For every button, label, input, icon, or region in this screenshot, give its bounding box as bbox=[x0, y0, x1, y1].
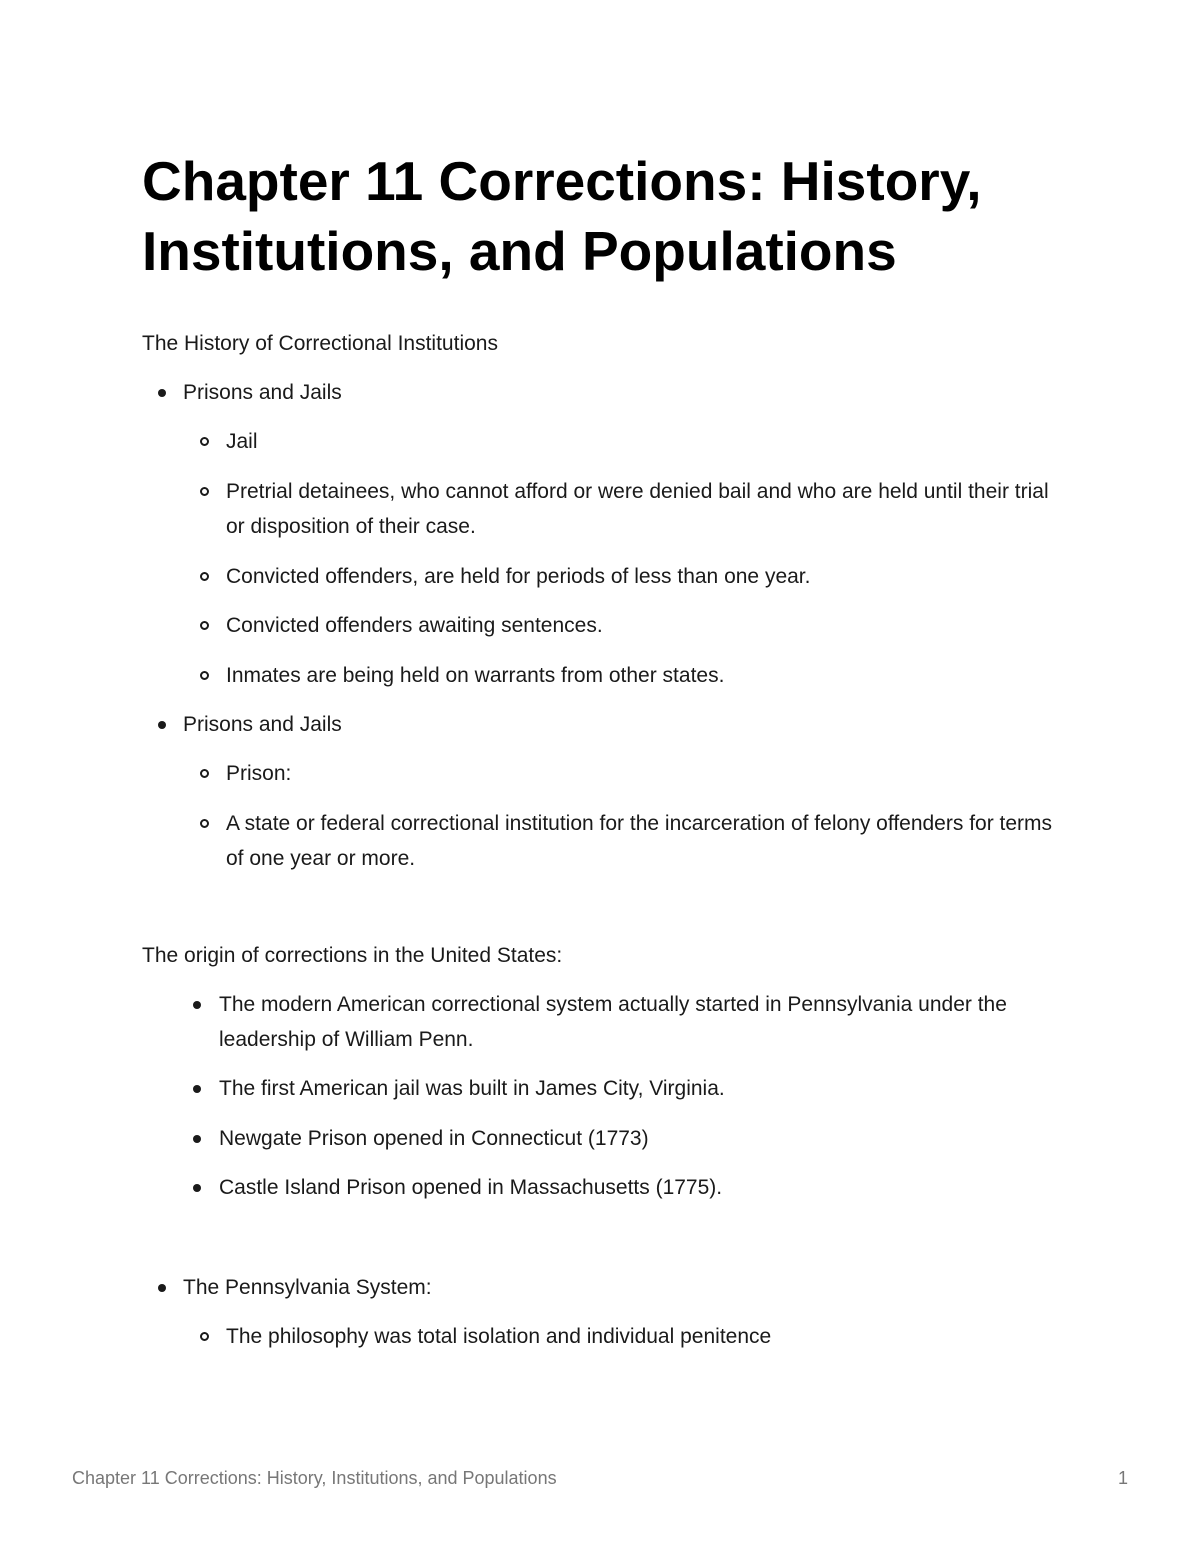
circle-bullet-icon bbox=[200, 819, 209, 828]
section-heading-origin: The origin of corrections in the United States: bbox=[142, 944, 563, 967]
list-item-text: The philosophy was total isolation and individual penitence bbox=[226, 1325, 772, 1348]
list-item bbox=[226, 474, 1066, 544]
circle-bullet-icon bbox=[200, 572, 209, 581]
list-item bbox=[226, 806, 1066, 876]
list-item-text: Newgate Prison opened in Connecticut (1773) bbox=[219, 1127, 649, 1150]
list-item bbox=[226, 756, 1066, 791]
list-item-text: Convicted offenders awaiting sentences. bbox=[226, 614, 603, 637]
footer-page-number: 1 bbox=[1118, 1468, 1129, 1488]
list-item-text: The first American jail was built in James City, Virginia. bbox=[219, 1077, 725, 1100]
bullet-icon bbox=[193, 1135, 201, 1143]
page-title: Chapter 11 Corrections: History, Institutions, and Populations bbox=[142, 150, 982, 282]
list-item-text: Pretrial detainees, who cannot afford or were denied bail and who are held until their trial or disposition of their case. bbox=[226, 480, 1049, 538]
list-item bbox=[219, 1170, 1039, 1205]
list-item-text: Prisons and Jails bbox=[183, 713, 342, 736]
list-item-text: Prisons and Jails bbox=[183, 381, 342, 404]
circle-bullet-icon bbox=[200, 437, 209, 446]
bullet-icon bbox=[158, 389, 166, 397]
list-item-text: Prison: bbox=[226, 762, 292, 785]
list-item bbox=[219, 987, 1039, 1057]
bullet-icon bbox=[158, 1284, 166, 1292]
list-item-text: Jail bbox=[226, 430, 258, 453]
circle-bullet-icon bbox=[200, 1332, 209, 1341]
list-item bbox=[226, 658, 1066, 693]
list-item bbox=[219, 1071, 1039, 1106]
list-item bbox=[219, 1121, 1039, 1156]
circle-bullet-icon bbox=[200, 671, 209, 680]
footer-running-title: Chapter 11 Corrections: History, Institutions, and Populations bbox=[72, 1468, 557, 1488]
circle-bullet-icon bbox=[200, 621, 209, 630]
list-item bbox=[226, 1319, 1066, 1354]
list-item-text: Castle Island Prison opened in Massachusetts (1775). bbox=[219, 1176, 723, 1199]
list-item-text: Inmates are being held on warrants from other states. bbox=[226, 664, 725, 687]
bullet-icon bbox=[193, 1001, 201, 1009]
list-item bbox=[226, 608, 1066, 643]
list-item-text: Convicted offenders, are held for periods of less than one year. bbox=[226, 565, 811, 588]
list-item-text: The Pennsylvania System: bbox=[183, 1276, 432, 1299]
list-item bbox=[183, 375, 1063, 410]
list-item-text: The modern American correctional system actually started in Pennsylvania under the leadership of William Penn. bbox=[219, 993, 1007, 1051]
circle-bullet-icon bbox=[200, 487, 209, 496]
list-item bbox=[226, 559, 1066, 594]
section-heading-history: The History of Correctional Institutions bbox=[142, 332, 498, 355]
list-item bbox=[226, 424, 1066, 459]
bullet-icon bbox=[193, 1085, 201, 1093]
list-item bbox=[183, 1270, 1063, 1305]
bullet-icon bbox=[193, 1184, 201, 1192]
circle-bullet-icon bbox=[200, 769, 209, 778]
bullet-icon bbox=[158, 721, 166, 729]
list-item-text: A state or federal correctional institution for the incarceration of felony offenders for terms of one year or more. bbox=[226, 812, 1053, 870]
list-item bbox=[183, 707, 1063, 742]
